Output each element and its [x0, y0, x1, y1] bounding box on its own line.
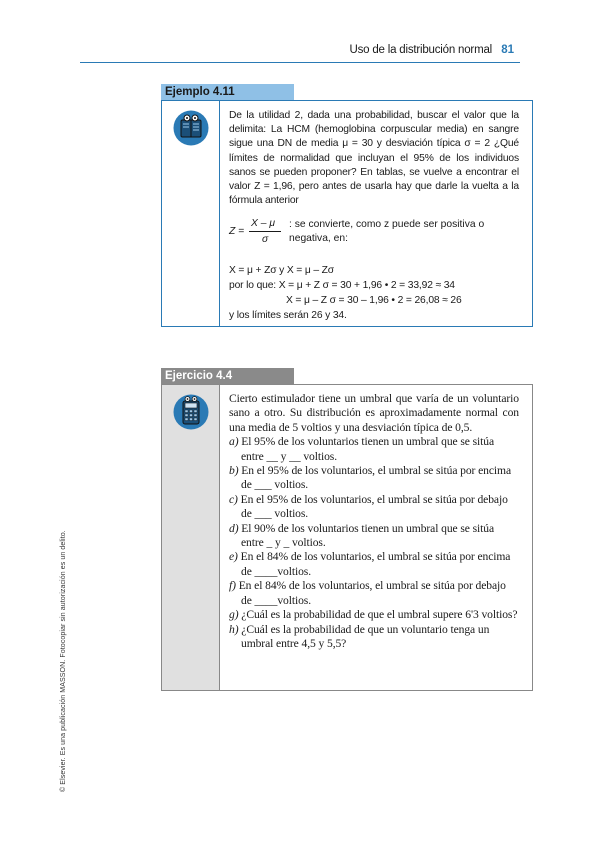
calculator-robot-icon [172, 393, 210, 431]
item-letter: f) [229, 579, 236, 593]
book-reader-icon [172, 109, 210, 147]
page-number: 81 [501, 44, 514, 56]
ejemplo-icon-column [162, 101, 220, 326]
running-title: Uso de la distribución normal [349, 44, 492, 56]
formula-lhs: Z = [229, 226, 245, 237]
ejercicio-item-h [229, 623, 519, 652]
ejercicio-item-f [229, 579, 519, 608]
item-text: El 95% de los voluntarios tienen un umbral que se sitúa entre __ y __ voltios. [241, 435, 495, 463]
ejercicio-item-g [229, 608, 519, 622]
fraction-bar [249, 231, 281, 232]
formula-numerator: X – μ [251, 218, 275, 229]
ejercicio-item-b [229, 464, 519, 493]
ejercicio-item-c [229, 493, 519, 522]
item-letter: h) [229, 622, 239, 636]
formula-text: : se convierte, como z puede ser positiva o negativa, en: [289, 219, 485, 245]
item-text: ¿Cuál es la probabilidad de que el umbral supere 6'3 voltios? [241, 608, 518, 622]
ejercicio-icon-column [162, 385, 220, 690]
header-rule [80, 62, 520, 63]
item-text: En el 95% de los voluntarios, el umbral se sitúa por debajo de ___ voltios. [240, 492, 508, 521]
ejercicio-item-e [229, 550, 519, 579]
item-letter: d) [229, 521, 239, 535]
item-letter: e) [229, 550, 238, 564]
ejemplo-line-1: X = μ + Zσ y X = μ – Zσ [229, 265, 334, 276]
ejercicio-item-a [229, 435, 519, 464]
ejercicio-item-d [229, 522, 519, 551]
item-text: El 90% de los voluntarios tienen un umbral que se sitúa entre _ y _ voltios. [241, 521, 495, 550]
item-letter: b) [229, 464, 239, 478]
ejemplo-line-3: X = μ – Z σ = 30 – 1,96 • 2 = 26,08 ≈ 26 [286, 295, 462, 306]
ejemplo-label: Ejemplo 4.11 [161, 84, 294, 100]
ejemplo-line-4: y los límites serán 26 y 34. [229, 310, 347, 321]
ejemplo-line-2: por lo que: X = μ + Z σ = 30 + 1,96 • 2 = 33,92 ≈ 34 [229, 280, 455, 291]
item-letter: a) [229, 435, 239, 449]
copyright-note: © Elsevier. Es una publicación MASSON. Fotocopiar sin autorización es un delito. [60, 530, 67, 792]
item-text: En el 95% de los voluntarios, el umbral se sitúa por encima de ___ voltios. [241, 464, 511, 492]
item-text: En el 84% de los voluntarios, el umbral se sitúa por encima de ____voltios. [240, 550, 511, 578]
ejercicio-intro: Cierto estimulador tiene un umbral que varía de un voluntario sano a otro. Su distribución es aproximadamente normal con una media de 5 voltios y una desviación típica de 0,5. [229, 392, 519, 434]
ejercicio-label: Ejercicio 4.4 [161, 368, 294, 384]
item-letter: c) [229, 492, 238, 506]
page-header [80, 44, 520, 62]
item-letter: g) [229, 608, 239, 622]
item-text: En el 84% de los voluntarios, el umbral se sitúa por debajo de ____voltios. [238, 579, 506, 607]
item-text: ¿Cuál es la probabilidad de que un voluntario tenga un umbral entre 4,5 y 5,5? [241, 622, 490, 650]
ejemplo-paragraph: De la utilidad 2, dada una probabilidad, buscar el valor que la delimita: La HCM (hemoglobina corpuscular media) en sangre sigue una DN de media μ = 30 y desviación típica σ = 2 ¿Qué límites de normalidad que incluyan el 95% de los individuos sanos se pueden proponer? En tablas, se vuelve a encontrar el valor Z = 1,96, pero antes de usarla hay que darle la vuelta a la fórmula anterior [229, 110, 519, 207]
formula-denominator: σ [262, 234, 269, 245]
ejercicio-content [229, 392, 519, 651]
